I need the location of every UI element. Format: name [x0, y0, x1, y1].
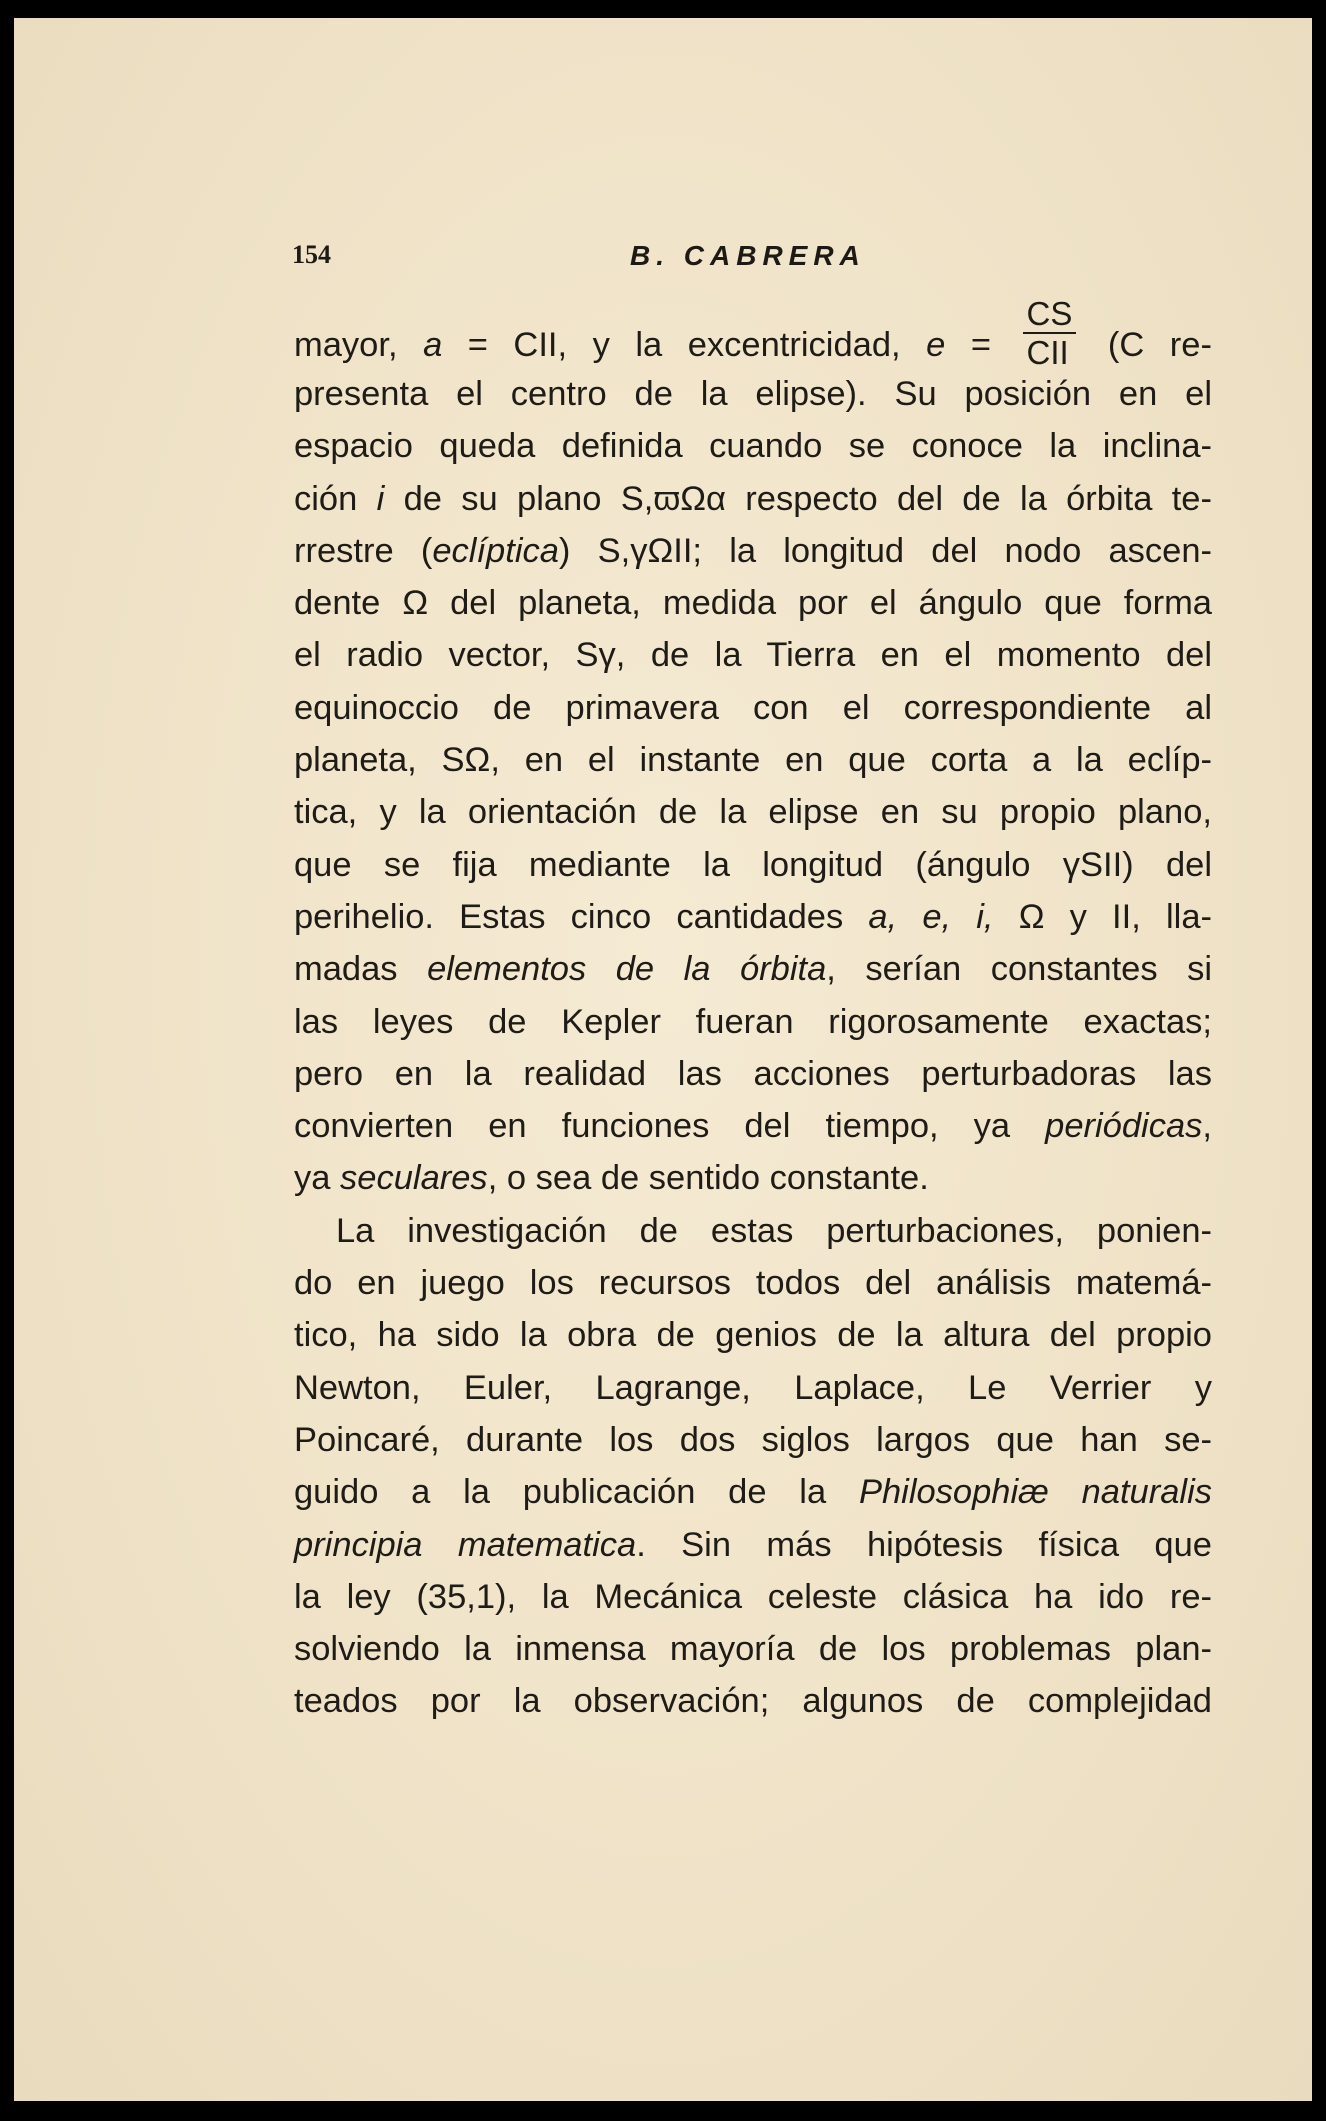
text-line: perihelio. Estas cinco cantidades a, e, i, Ω y II, lla- — [294, 897, 1212, 936]
text-line: el radio vector, Sγ, de la Tierra en el momento del — [294, 636, 1212, 675]
fraction-denominator: CII — [1023, 332, 1077, 369]
text-line: tica, y la orientación de la elipse en su propio plano, — [294, 793, 1212, 832]
running-head: B. CABRERA — [630, 240, 866, 271]
text-line: la ley (35,1), la Mecánica celeste clásica ha ido re- — [294, 1577, 1212, 1616]
text-line: principia matematica. Sin más hipótesis física que — [294, 1525, 1212, 1564]
text-line: presenta el centro de la elipse). Su posición en el — [294, 375, 1212, 413]
text-line: do en juego los recursos todos del análisis matemá- — [294, 1264, 1212, 1303]
text-line: Newton, Euler, Lagrange, Laplace, Le Verrier y — [294, 1368, 1212, 1407]
body-text — [294, 294, 1212, 1728]
text-line: espacio queda definida cuando se conoce la inclina- — [294, 427, 1212, 466]
text-line: convierten en funciones del tiempo, ya periódicas, — [294, 1107, 1212, 1146]
text-line: que se fija mediante la longitud (ángulo γSII) del — [294, 845, 1212, 884]
text-line: mayor, a = CII, y la excentricidad, e = $\frac{CS}{\text{CII}}$ (C re- — [294, 294, 1212, 371]
text-line: tico, ha sido la obra de genios de la altura del propio — [294, 1316, 1212, 1355]
fraction-numerator: CS — [1026, 294, 1073, 332]
text-line: La investigación de estas perturbaciones, ponien- — [336, 1211, 1212, 1250]
book-page — [14, 18, 1312, 2101]
text-line: guido a la publicación de la Philosophiæ naturalis — [294, 1473, 1212, 1512]
text-line: dente Ω del planeta, medida por el ángulo que forma — [294, 584, 1212, 623]
text-line: las leyes de Kepler fueran rigorosamente exactas; — [294, 1002, 1212, 1041]
page-header — [292, 240, 912, 280]
text-line: rrestre (eclíptica) S,γΩII; la longitud del nodo ascen- — [294, 531, 1212, 570]
text-line: solviendo la inmensa mayoría de los problemas plan- — [294, 1630, 1212, 1669]
text-line: planeta, SΩ, en el instante en que corta a la eclíp- — [294, 741, 1212, 780]
text-line: ción i de su plano S,ϖΩα respecto del de la órbita te- — [294, 479, 1212, 518]
page-number: 154 — [292, 240, 331, 269]
text-line: ya seculares, o sea de sentido constante. — [294, 1159, 929, 1198]
text-line: madas elementos de la órbita, serían constantes si — [294, 950, 1212, 989]
text-line: pero en la realidad las acciones perturbadoras las — [294, 1054, 1212, 1093]
text-line: Poincaré, durante los dos siglos largos que han se- — [294, 1420, 1212, 1459]
text-line: equinoccio de primavera con el correspondiente al — [294, 688, 1212, 727]
fraction — [1023, 294, 1077, 371]
text-line: teados por la observación; algunos de complejidad — [294, 1682, 1212, 1721]
